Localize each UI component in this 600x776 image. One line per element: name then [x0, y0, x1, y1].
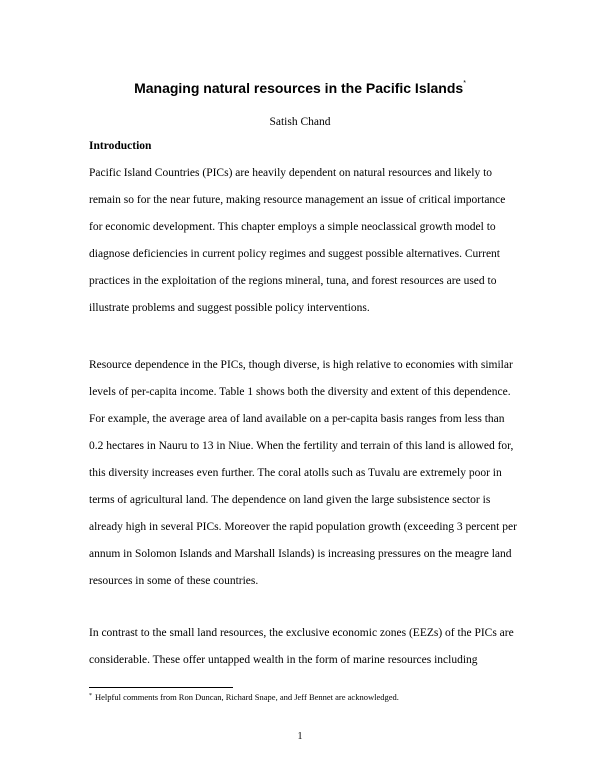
paragraph: Pacific Island Countries (PICs) are heavily dependent on natural resources and likely to remain so for the near future, making resource management an issue of critical importance for economic development. This chapter employs a simple neoclassical growth model to diagnose deficiencies in current policy regimes and suggest possible alternatives. Current practices in the exploitation of the regions mineral, tuna, and forest resources are used to illustrate problems and suggest possible policy interventions. — [89, 167, 506, 314]
paper-title — [0, 80, 600, 96]
title-footnote-marker: * — [463, 80, 466, 87]
paragraph: In contrast to the small land resources, the exclusive economic zones (EEZs) of the PICs are considerable. These offer untapped wealth in the form of marine resources including — [89, 627, 514, 666]
author-name: Satish Chand — [269, 116, 331, 128]
paragraph: Resource dependence in the PICs, though diverse, is high relative to economies with similar levels of per-capita income. Table 1 shows both the diversity and extent of this dependence. For example, the average area of land available on a per-capita basis ranges from less than 0.2 hectares in Nauru to 13 in Niue. When the fertility and terrain of this land is allowed for, this diversity increases even further. The coral atolls such as Tuvalu are extremely poor in terms of agricultural land. The dependence on land given the large subsistence sector is already high in several PICs. Moreover the rapid population growth (exceeding 3 percent per annum in Solomon Islands and Marshall Islands) is increasing pressures on the meagre land resources in some of these countries. — [89, 359, 517, 587]
paper-title-text: Managing natural resources in the Pacific Islands — [134, 80, 464, 96]
footnote-marker: * — [89, 693, 92, 699]
page-number: 1 — [297, 731, 303, 742]
section-heading: Introduction — [89, 140, 152, 152]
footnote-divider — [89, 687, 233, 688]
footnote — [89, 692, 519, 702]
footnote-text: Helpful comments from Ron Duncan, Richard Snape, and Jeff Bennet are acknowledged. — [95, 692, 399, 702]
